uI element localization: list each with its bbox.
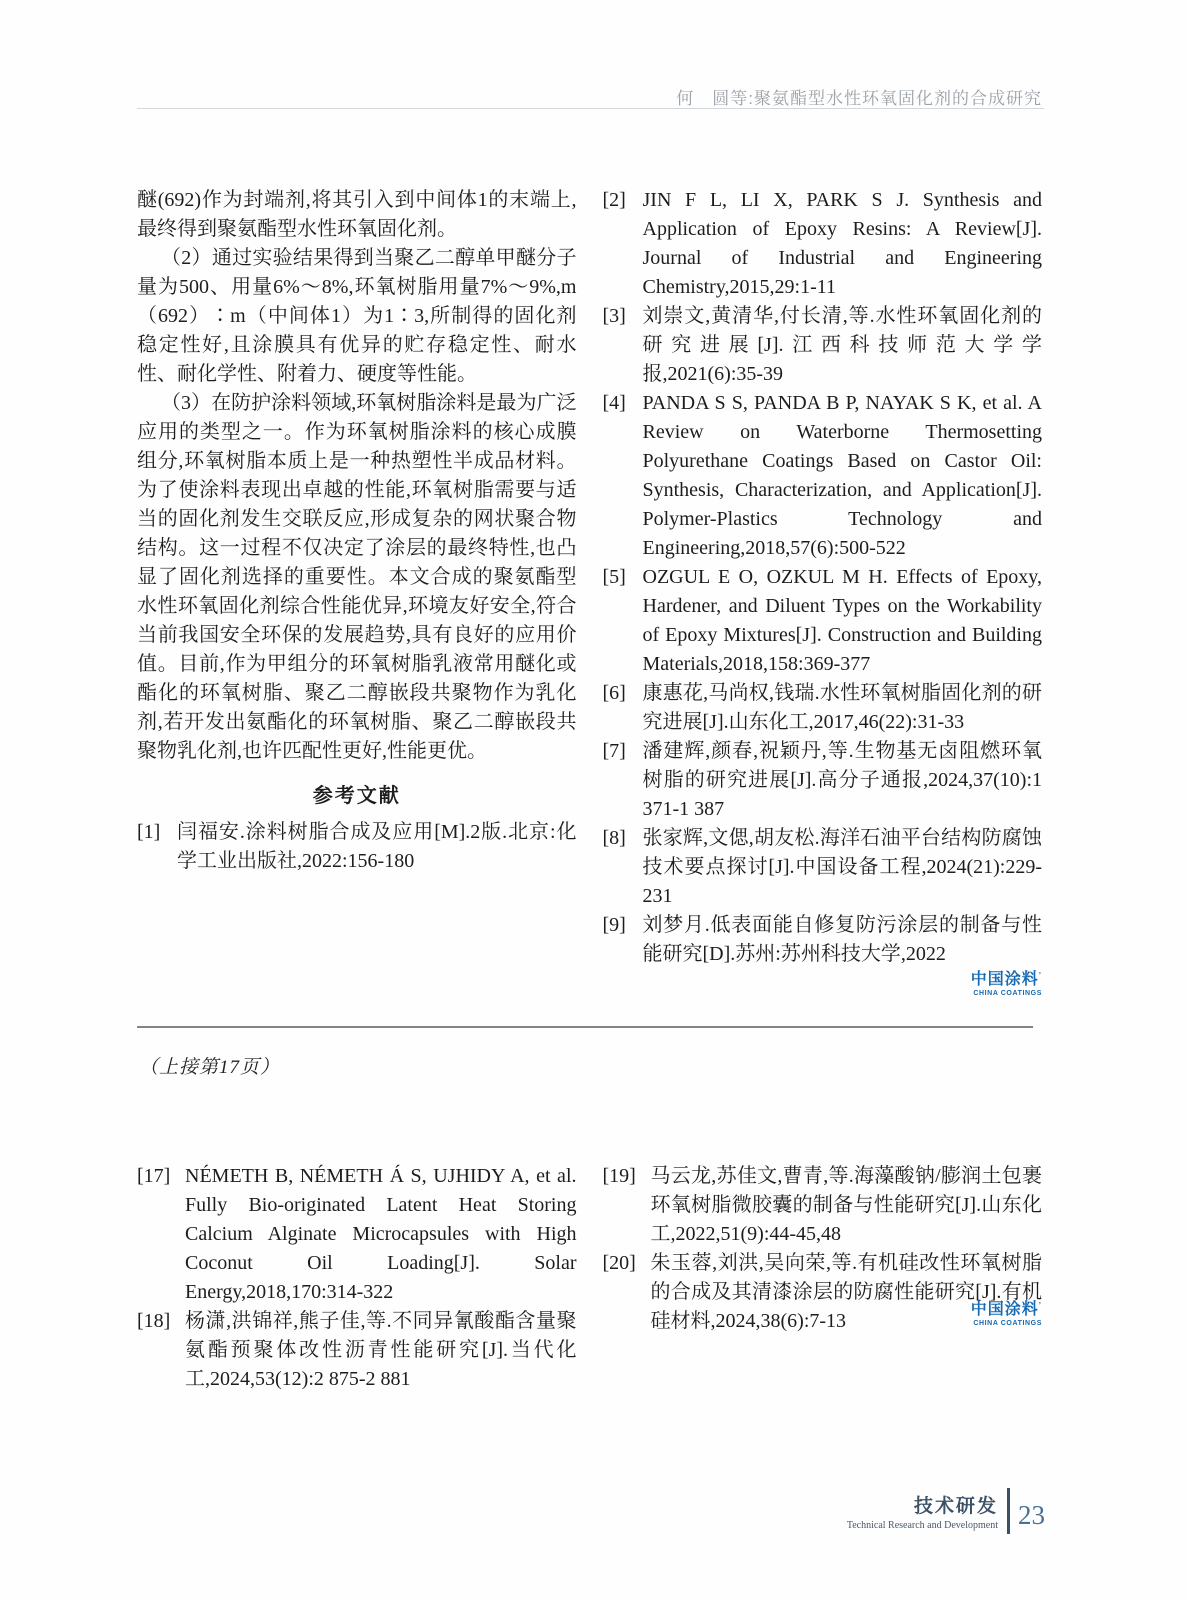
paragraph-conclusion-1: 醚(692)作为封端剂,将其引入到中间体1的末端上,最终得到聚氨酯型水性环氧固化剂。 [137, 189, 577, 240]
continued-from-page-note: （上接第17页） [139, 1057, 281, 1078]
reference-item-3 [603, 302, 1043, 389]
paragraph-conclusion-2: （2）通过实验结果得到当聚乙二醇单甲醚分子量为500、用量6%～8%,环氧树脂用量7%～9%,m（692）∶m（中间体1）为1∶3,所制得的固化剂稳定性好,且涂膜具有优异的贮存稳定性、耐水性、耐化学性、附着力、硬度等性能。 [137, 247, 577, 385]
reference-item-8 [603, 824, 1043, 911]
reference-label: [19] [602, 1165, 636, 1187]
continued-content [137, 1162, 1042, 1394]
reference-label: [4] [602, 392, 626, 414]
header-rule [137, 108, 1044, 109]
reference-label: [5] [602, 566, 626, 588]
reference-item-7 [603, 737, 1043, 824]
reference-text: OZGUL E O, OZKUL M H. Effects of Epoxy, Hardener, and Diluent Types on the Workability of Epoxy Mixtures[J]. Construction and Building Materials,2018,158:369-377 [642, 566, 1042, 675]
right-column [603, 186, 1043, 997]
reference-text: 康惠花,马尚权,钱瑞.水性环氧树脂固化剂的研究进展[J].山东化工,2017,46(22):31-33 [642, 682, 1042, 733]
running-title: 何 圆等:聚氨酯型水性环氧固化剂的合成研究 [676, 89, 1042, 108]
reference-label: [8] [602, 827, 626, 849]
reference-item-5 [603, 563, 1043, 679]
page-footer [847, 1488, 1045, 1534]
reference-label: [2] [602, 189, 626, 211]
reference-label: [20] [602, 1252, 636, 1274]
reference-text: JIN F L, LI X, PARK S J. Synthesis and Application of Epoxy Resins: A Review[J]. Journal of Industrial and Engineering Chemistry,2015,29:1-11 [642, 189, 1042, 298]
continued-right-column [603, 1162, 1043, 1394]
reference-label: [6] [602, 682, 626, 704]
reference-text: 张家辉,文偲,胡友松.海洋石油平台结构防腐蚀技术要点探讨[J].中国设备工程,2024(21):229-231 [642, 827, 1042, 907]
logo-trademark-icon: ’ [1038, 971, 1042, 980]
reference-text: 马云龙,苏佳文,曹青,等.海藻酸钠/膨润土包裹环氧树脂微胶囊的制备与性能研究[J].山东化工,2022,51(9):44-45,48 [650, 1165, 1042, 1245]
china-coatings-logo [603, 972, 1043, 997]
left-column [137, 186, 577, 997]
footer-section-cn: 技术研发 [913, 1496, 998, 1517]
references-heading: 参考文献 [312, 785, 401, 807]
reference-item-18 [137, 1307, 577, 1394]
continued-left-column [137, 1162, 577, 1394]
reference-label: [18] [137, 1310, 171, 1332]
section-divider [137, 1026, 1033, 1028]
china-coatings-logo-text [971, 1302, 1042, 1318]
reference-label: [17] [137, 1165, 171, 1187]
china-coatings-logo-subtext: CHINA COATINGS [973, 1320, 1042, 1327]
reference-text: PANDA S S, PANDA B P, NAYAK S K, et al. A Review on Waterborne Thermosetting Polyurethane Coatings Based on Castor Oil: Synthesis, Characterization, and Application[J]. Polymer-Plastics Technology and Engineering,2018,57(6):500-522 [642, 392, 1042, 559]
reference-text: 杨潇,洪锦祥,熊子佳,等.不同异氰酸酯含量聚氨酯预聚体改性沥青性能研究[J].当代化工,2024,53(12):2 875-2 881 [185, 1310, 577, 1390]
reference-item-19 [603, 1162, 1043, 1249]
reference-label: [7] [602, 740, 626, 762]
reference-label: [1] [137, 821, 161, 843]
logo-cn-text: 中国涂料 [970, 1301, 1039, 1318]
logo-trademark-icon: ’ [1038, 1301, 1042, 1310]
china-coatings-logo [971, 1302, 1042, 1327]
main-content [137, 186, 1042, 997]
reference-label: [9] [602, 914, 626, 936]
reference-text: 刘崇文,黄清华,付长清,等.水性环氧固化剂的研究进展[J].江西科技师范大学学报,2021(6):35-39 [642, 305, 1042, 385]
reference-text: 潘建辉,颜春,祝颖丹,等.生物基无卤阻燃环氧树脂的研究进展[J].高分子通报,2024,37(10):1 371-1 387 [642, 740, 1042, 820]
footer-divider-bar [1007, 1488, 1010, 1534]
reference-item-2 [603, 186, 1043, 302]
paragraph-conclusion-3: （3）在防护涂料领域,环氧树脂涂料是最为广泛应用的类型之一。作为环氧树脂涂料的核心成膜组分,环氧树脂本质上是一种热塑性半成品材料。为了使涂料表现出卓越的性能,环氧树脂需要与适当的固化剂发生交联反应,形成复杂的网状聚合物结构。这一过程不仅决定了涂层的最终特性,也凸显了固化剂选择的重要性。本文合成的聚氨酯型水性环氧固化剂综合性能优异,环境友好安全,符合当前我国安全环保的发展趋势,具有良好的应用价值。目前,作为甲组分的环氧树脂乳液常用醚化或酯化的环氧树脂、聚乙二醇嵌段共聚物作为乳化剂,若开发出氨酯化的环氧树脂、聚乙二醇嵌段共聚物乳化剂,也许匹配性更好,性能更优。 [137, 392, 577, 762]
china-coatings-logo-subtext: CHINA COATINGS [973, 990, 1042, 997]
logo-cn-text: 中国涂料 [970, 971, 1039, 988]
reference-item-9 [603, 911, 1043, 969]
reference-item-17 [137, 1162, 577, 1307]
reference-text: 刘梦月.低表面能自修复防污涂层的制备与性能研究[D].苏州:苏州科技大学,2022 [642, 914, 1042, 965]
reference-label: [3] [602, 305, 626, 327]
footer-section-title [847, 1491, 998, 1531]
reference-text: NÉMETH B, NÉMETH Á S, UJHIDY A, et al. Fully Bio-originated Latent Heat Storing Calcium Alginate Microcapsules with High Coconut Oil Loading[J]. Solar Energy,2018,170:314-322 [185, 1165, 577, 1303]
footer-section-en: Technical Research and Development [846, 1520, 998, 1531]
reference-text: 闫福安.涂料树脂合成及应用[M].2版.北京:化学工业出版社,2022:156-180 [177, 821, 577, 872]
reference-item-1 [137, 818, 577, 876]
page-number: 23 [1018, 1499, 1045, 1530]
reference-item-4 [603, 389, 1043, 563]
china-coatings-logo-text [603, 972, 1043, 988]
reference-item-6 [603, 679, 1043, 737]
reference-text: 朱玉蓉,刘洪,吴向荣,等.有机硅改性环氧树脂的合成及其清漆涂层的防腐性能研究[J].有机硅材料,2024,38(6):7-13 [650, 1252, 1042, 1332]
